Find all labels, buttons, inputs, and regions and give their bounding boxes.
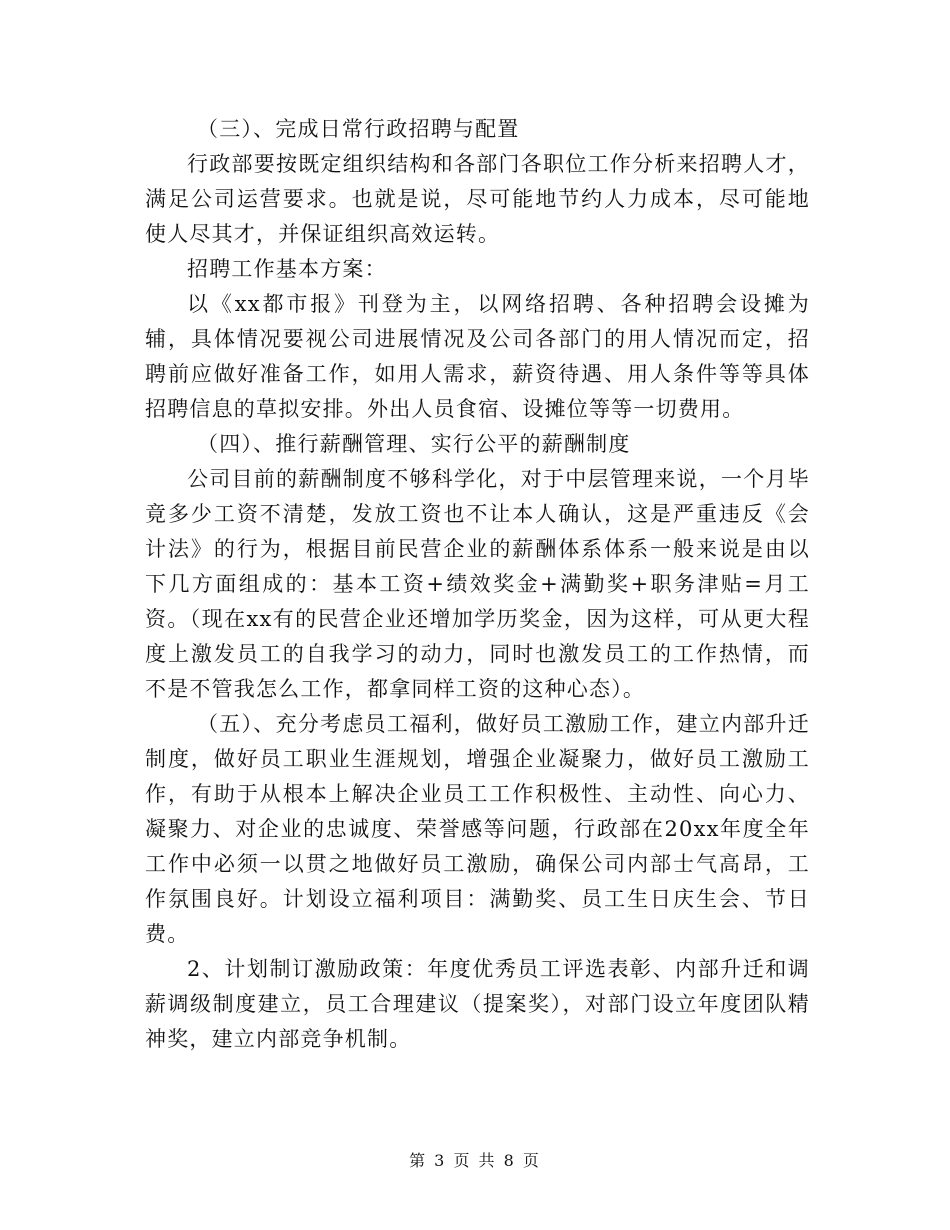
section-heading-3: （三）、完成日常行政招聘与配置	[197, 117, 520, 141]
paragraph-incentive-policy: 2、计划制订激励政策：年度优秀员工评选表彰、内部升迁和调薪调级制度建立，员工合理建议（提案奖），对部门设立年度团队精神奖，建立内部竞争机制。	[145, 957, 810, 1051]
paragraph-recruitment-plan-label: 招聘工作基本方案：	[187, 257, 387, 281]
document-body	[145, 112, 810, 1057]
paragraph-salary: 公司目前的薪酬制度不够科学化，对于中层管理来说，一个月毕竟多少工资不清楚，发放工资也不让本人确认，这是严重违反《会计法》的行为，根据目前民营企业的薪酬体系体系一般来说是由以下几方面组成的：基本工资+绩效奖金+满勤奖+职务津贴=月工资。（现在xx有的民营企业还增加学历奖金，因为这样，可从更大程度上激发员工的自我学习的动力，同时也激发员工的工作热情，而不是不管我怎么工作，都拿同样工资的这种心态）。	[145, 467, 810, 701]
page-footer: 第 3 页 共 8 页	[409, 1151, 541, 1170]
section-heading-4: （四）、推行薪酬管理、实行公平的薪酬制度	[197, 432, 631, 456]
paragraph-recruitment-plan: 以《xx都市报》刊登为主，以网络招聘、各种招聘会设摊为辅，具体情况要视公司进展情况及公司各部门的用人情况而定，招聘前应做好准备工作，如用人需求，薪资待遇、用人条件等等具体招聘信息的草拟安排。外出人员食宿、设摊位等等一切费用。	[145, 292, 810, 421]
section-heading-5: （五）、充分考虑员工福利，做好员工激励工作，建立内部升迁制度，做好员工职业生涯规划，增强企业凝聚力，做好员工激励工作，有助于从根本上解决企业员工工作积极性、主动性、向心力、凝聚力、对企业的忠诚度、荣誉感等问题，行政部在20xx年度全年工作中必须一以贯之地做好员工激励，确保公司内部士气高昂，工作氛围良好。计划设立福利项目：满勤奖、员工生日庆生会、节日费。	[145, 712, 810, 946]
paragraph-recruitment-intro: 行政部要按既定组织结构和各部门各职位工作分析来招聘人才，满足公司运营要求。也就是说，尽可能地节约人力成本，尽可能地使人尽其才，并保证组织高效运转。	[145, 152, 810, 246]
